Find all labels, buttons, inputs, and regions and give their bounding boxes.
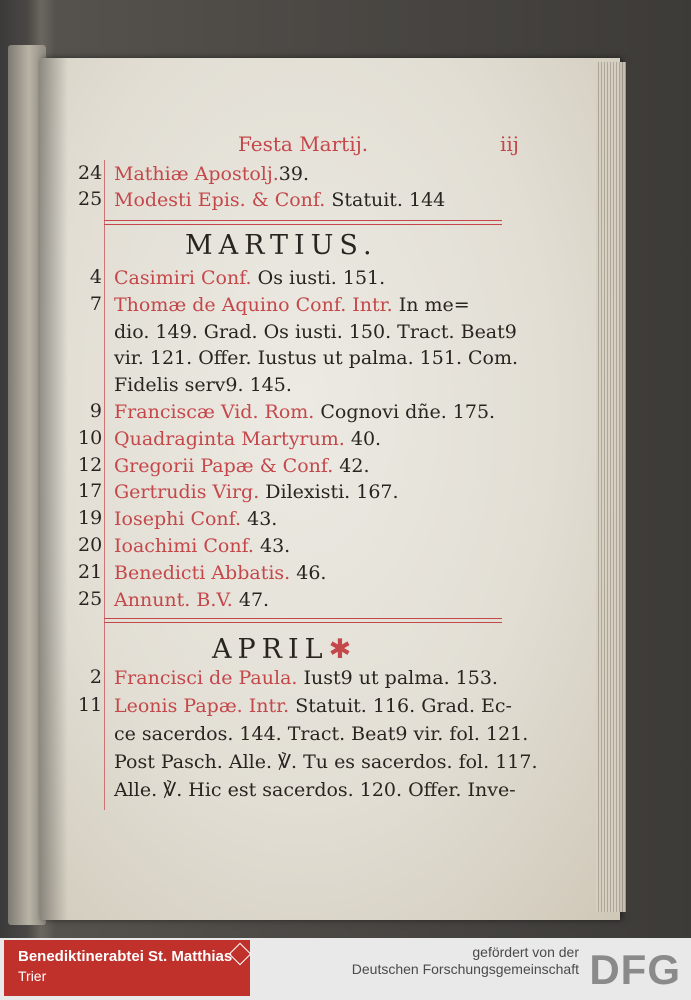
day-number: 19 <box>78 507 103 530</box>
day-number: 11 <box>78 694 103 716</box>
entry-line <box>114 293 470 317</box>
entry-line <box>114 266 385 290</box>
saint-name: Iosephi Conf. <box>114 508 242 531</box>
entry-text: Post Pasch. Alle. ℣. Tu es sacerdos. fol. 117. <box>114 751 538 773</box>
day-number: 21 <box>78 560 103 583</box>
entry-text: Os iusti. 151. <box>251 267 386 289</box>
dfg-logo[interactable]: DFG <box>589 946 681 993</box>
entry-line <box>114 666 498 690</box>
day-number: 25 <box>78 587 103 610</box>
saint-name: Gregorii Papæ & Conf. <box>114 454 334 477</box>
entry-text: 46. <box>290 561 327 584</box>
funding-line-2: Deutschen Forschungsgemeinschaft <box>351 961 579 977</box>
folio-number: iij <box>500 132 519 156</box>
day-number: 2 <box>89 666 102 688</box>
section-divider <box>104 224 502 225</box>
entry-line <box>114 722 528 746</box>
entry-text: Iust9 ut palma. 153. <box>297 667 498 689</box>
saint-name: Casimiri Conf. <box>114 267 252 289</box>
day-number: 10 <box>78 426 103 449</box>
page-gutter-shadow <box>40 58 68 920</box>
entry-text: Alle. ℣. Hic est sacerdos. 120. Offer. Inve- <box>114 779 516 801</box>
entry-text: dio. 149. Grad. Os iusti. 150. Tract. Beat9 <box>114 320 517 343</box>
day-number: 12 <box>78 453 103 476</box>
entry-line <box>114 588 269 612</box>
saint-name: Benedicti Abbatis. <box>114 561 291 584</box>
entry-text: In me= <box>392 293 470 316</box>
entry-line <box>114 750 538 774</box>
month-title: APRIL <box>212 634 329 665</box>
institution-city: Trier <box>18 968 47 984</box>
month-heading-march: MARTIUS. <box>185 230 378 261</box>
saint-name: Quadraginta Martyrum. <box>114 427 345 450</box>
day-number: 4 <box>89 266 102 288</box>
running-header: Festa Martij. <box>238 132 369 156</box>
entry-line <box>114 454 370 478</box>
entry-text: 42. <box>333 454 370 477</box>
entry-line <box>114 480 399 504</box>
month-heading-april <box>212 634 357 665</box>
entry-line <box>114 694 512 718</box>
funding-notice <box>352 944 579 978</box>
entry-line <box>114 162 309 186</box>
entry-line <box>114 427 381 451</box>
day-number: 17 <box>78 480 103 503</box>
day-number: 24 <box>78 162 103 184</box>
entry-text: 39. <box>278 163 310 185</box>
funding-line-1: gefördert von der <box>472 944 579 960</box>
entry-text: Statuit. 116. Grad. Ec- <box>289 695 512 717</box>
entry-text: Dilexisti. 167. <box>259 481 399 504</box>
entry-text: ce sacerdos. 144. Tract. Beat9 vir. fol. 121. <box>114 723 529 745</box>
saint-name: Mathiæ Apostolj. <box>114 163 279 185</box>
entry-line <box>114 320 517 344</box>
page-stack-edge <box>596 62 626 912</box>
entry-text: 43. <box>253 535 291 557</box>
asterisk-icon: ✱ <box>328 634 358 665</box>
institution-name: Benediktinerabtei St. Matthias <box>18 948 233 965</box>
saint-name: Leonis Papæ. Intr. <box>114 695 290 717</box>
margin-rule <box>104 160 105 810</box>
entry-text: 40. <box>344 427 382 450</box>
day-number: 20 <box>78 534 103 556</box>
entry-text: vir. 121. Offer. Iustus ut palma. 151. Com. <box>114 347 519 370</box>
saint-name: Gertrudis Virg. <box>114 481 260 504</box>
entry-text: Cognovi dñe. 175. <box>314 401 496 423</box>
saint-name: Modesti Epis. & Conf. <box>114 189 326 211</box>
entry-line <box>114 346 518 370</box>
day-number: 9 <box>89 400 102 422</box>
entry-line <box>114 188 445 212</box>
entry-line <box>114 534 290 558</box>
entry-line <box>114 507 277 531</box>
day-number: 25 <box>78 188 103 210</box>
section-divider <box>104 220 502 221</box>
saint-name: Franciscæ Vid. Rom. <box>114 401 315 423</box>
saint-name: Thomæ de Aquino Conf. Intr. <box>114 293 393 316</box>
day-number: 7 <box>89 292 102 315</box>
entry-text: Statuit. 144 <box>331 189 446 211</box>
entry-text: 43. <box>241 508 278 531</box>
saint-name: Francisci de Paula. <box>114 667 298 689</box>
entry-line <box>114 561 326 585</box>
entry-text: 47. <box>232 588 270 611</box>
section-divider <box>104 618 502 619</box>
section-divider <box>104 622 502 623</box>
entry-line <box>114 778 516 802</box>
institution-logo[interactable] <box>4 940 250 996</box>
entry-line <box>114 400 495 424</box>
saint-name: Annunt. B.V. <box>114 588 233 611</box>
entry-text: Fidelis serv9. 145. <box>114 374 292 397</box>
entry-line <box>114 373 292 397</box>
saint-name: Ioachimi Conf. <box>114 535 254 557</box>
